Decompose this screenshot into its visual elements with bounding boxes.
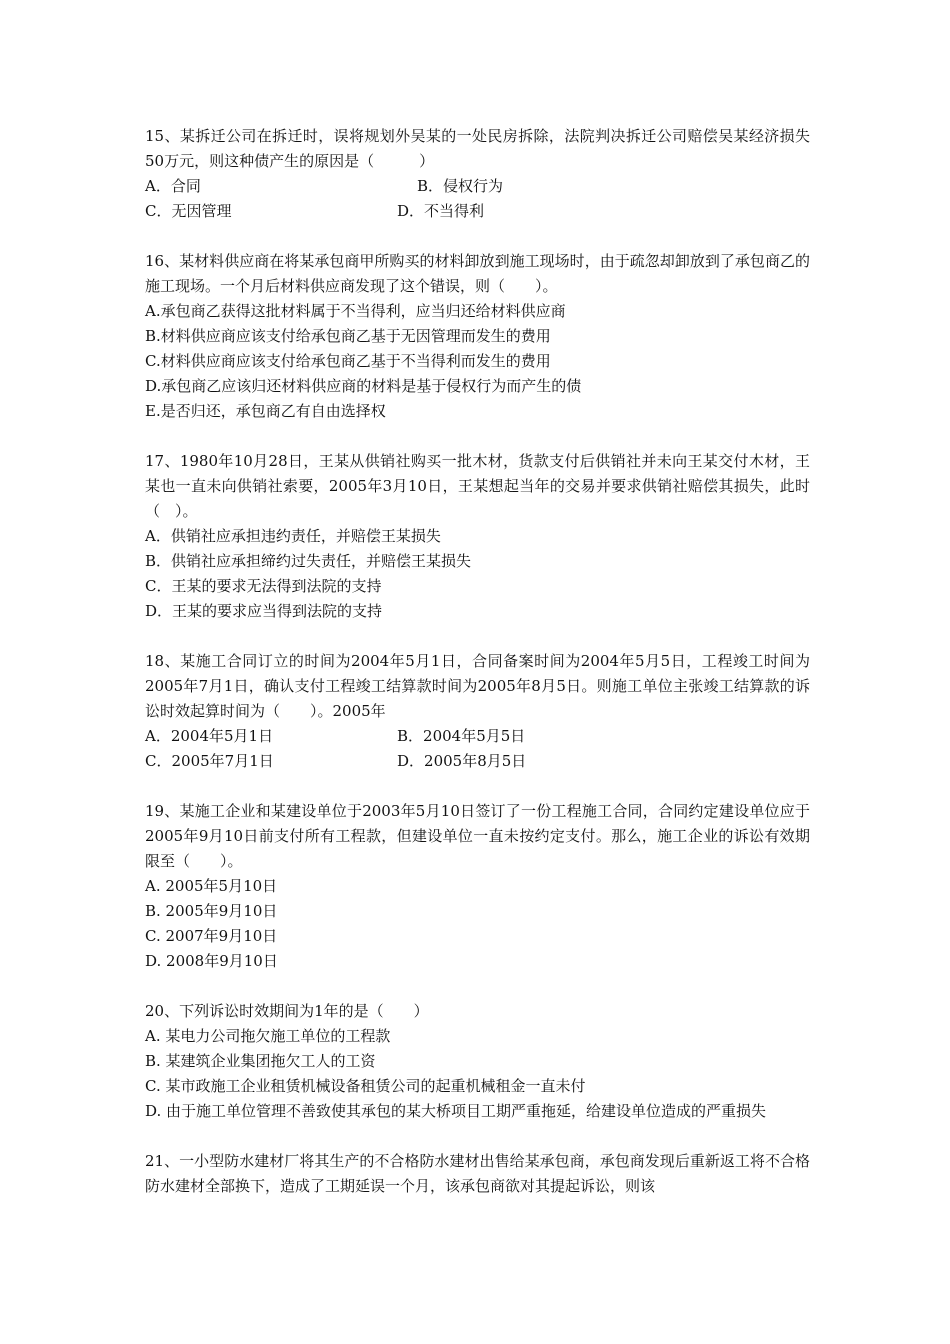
question-21 [145,1149,810,1199]
question-17 [145,449,810,624]
question-15-option-b: B．侵权行为 [417,177,504,195]
question-15-option-a: A．合同 [145,177,201,195]
question-19 [145,799,810,974]
question-17-option-b: B．供销社应承担缔约过失责任，并赔偿王某损失 [145,552,472,570]
question-19-option-a: A. 2005年5月10日 [145,877,278,895]
question-15-option-c: C．无因管理 [145,202,232,220]
question-15-option-d: D．不当得利 [397,202,485,220]
question-16-option-d: D.承包商乙应该归还材料供应商的材料是基于侵权行为而产生的债 [145,377,582,395]
question-16-stem: 16、某材料供应商在将某承包商甲所购买的材料卸放到施工现场时，由于疏忽却卸放到了承包商乙的施工现场。一个月后材料供应商发现了这个错误，则（ ）。 [145,252,810,295]
question-18-option-c: C．2005年7月1日 [145,752,274,770]
question-20 [145,999,810,1124]
question-19-option-b: B. 2005年9月10日 [145,902,278,920]
question-19-option-c: C. 2007年9月10日 [145,927,278,945]
question-17-option-c: C．王某的要求无法得到法院的支持 [145,577,382,595]
question-18-options-row-1 [145,724,810,749]
question-19-option-d: D. 2008年9月10日 [145,952,278,970]
question-20-option-b: B. 某建筑企业集团拖欠工人的工资 [145,1052,376,1070]
question-15 [145,124,810,224]
question-15-stem: 15、某拆迁公司在拆迁时，误将规划外吴某的一处民房拆除，法院判决拆迁公司赔偿吴某经济损失50万元，则这种债产生的原因是（ ） [145,127,810,170]
question-15-options-row-1 [145,174,810,199]
question-18-option-a: A．2004年5月1日 [145,727,274,745]
question-19-stem: 19、某施工企业和某建设单位于2003年5月10日签订了一份工程施工合同，合同约定建设单位应于2005年9月10日前支付所有工程款，但建设单位一直未按约定支付。那么，施工企业的诉讼有效期限至（ ）。 [145,802,810,870]
question-16-option-c: C.材料供应商应该支付给承包商乙基于不当得利而发生的费用 [145,352,551,370]
question-21-stem: 21、一小型防水建材厂将其生产的不合格防水建材出售给某承包商，承包商发现后重新返工将不合格防水建材全部换下，造成了工期延误一个月，该承包商欲对其提起诉讼，则该 [145,1152,810,1195]
question-18-option-b: B．2004年5月5日 [397,727,526,745]
question-16-option-a: A.承包商乙获得这批材料属于不当得利，应当归还给材料供应商 [145,302,566,320]
question-15-options-row-2 [145,199,810,224]
question-20-option-c: C. 某市政施工企业租赁机械设备租赁公司的起重机械租金一直未付 [145,1077,586,1095]
question-17-option-a: A．供销社应承担违约责任，并赔偿王某损失 [145,527,441,545]
question-18 [145,649,810,774]
question-18-stem: 18、某施工合同订立的时间为2004年5月1日，合同备案时间为2004年5月5日，工程竣工时间为2005年7月1日，确认支付工程竣工结算款时间为2005年8月5日。则施工单位主张竣工结算款的诉讼时效起算时间为（ ）。2005年 [145,652,810,720]
question-20-stem: 20、下列诉讼时效期间为1年的是（ ） [145,1002,429,1020]
document-body [145,124,810,1224]
question-18-options-row-2 [145,749,810,774]
question-17-stem: 17、1980年10月28日，王某从供销社购买一批木材，货款支付后供销社并未向王某交付木材，王某也一直未向供销社索要，2005年3月10日，王某想起当年的交易并要求供销社赔偿其损失，此时（ ）。 [145,452,810,520]
question-16-option-e: E.是否归还，承包商乙有自由选择权 [145,402,386,420]
question-16-option-b: B.材料供应商应该支付给承包商乙基于无因管理而发生的费用 [145,327,551,345]
question-18-option-d: D．2005年8月5日 [397,752,527,770]
question-16 [145,249,810,424]
question-17-option-d: D．王某的要求应当得到法院的支持 [145,602,383,620]
question-20-option-a: A. 某电力公司拖欠施工单位的工程款 [145,1027,391,1045]
question-20-option-d: D. 由于施工单位管理不善致使其承包的某大桥项目工期严重拖延，给建设单位造成的严重损失 [145,1102,767,1120]
